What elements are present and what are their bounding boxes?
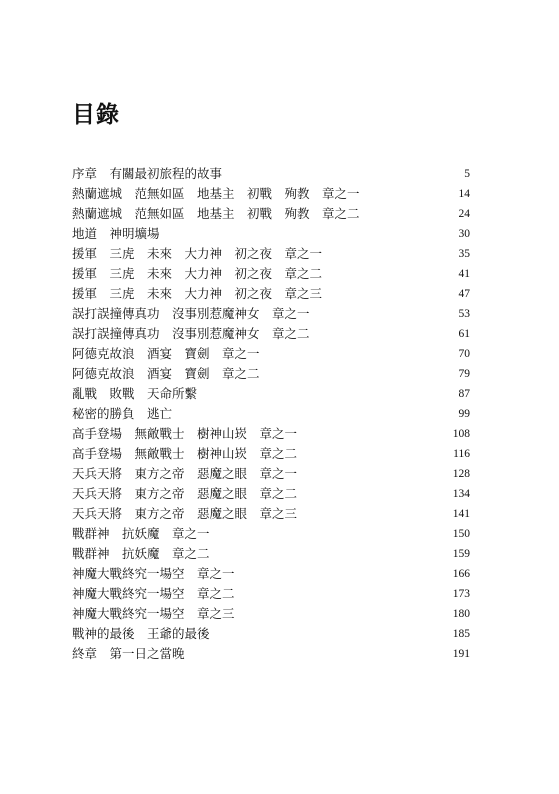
toc-entry-title: 誤打誤撞傳真功 沒事別惹魔神女 章之一 bbox=[72, 306, 310, 321]
toc-entry[interactable] bbox=[72, 384, 470, 404]
toc-entry[interactable] bbox=[72, 304, 470, 324]
toc-entry[interactable] bbox=[72, 604, 470, 624]
toc-entry-page-number: 35 bbox=[458, 248, 470, 260]
toc-entry[interactable] bbox=[72, 244, 470, 264]
toc-entry[interactable] bbox=[72, 564, 470, 584]
toc-entry-title: 終章 第一日之當晚 bbox=[72, 646, 185, 661]
toc-entry-title: 地道 神明壙場 bbox=[72, 226, 160, 241]
toc-entry-title: 高手登場 無敵戰士 樹神山崁 章之二 bbox=[72, 446, 298, 461]
toc-entry-title: 天兵天將 東方之帝 惡魔之眼 章之一 bbox=[72, 466, 298, 481]
toc-entry[interactable] bbox=[72, 544, 470, 564]
toc-entry-page-number: 70 bbox=[458, 348, 470, 360]
toc-entry-page-number: 30 bbox=[458, 228, 470, 240]
toc-entry-page-number: 128 bbox=[452, 468, 470, 480]
toc-entry[interactable] bbox=[72, 644, 470, 664]
toc-entry-title: 戰神的最後 王爺的最後 bbox=[72, 626, 210, 641]
toc-entry-title: 援軍 三虎 未來 大力神 初之夜 章之一 bbox=[72, 246, 323, 261]
toc-entry-title: 熱蘭遮城 范無如區 地基主 初戰 殉教 章之二 bbox=[72, 206, 360, 221]
toc-entry[interactable] bbox=[72, 584, 470, 604]
toc-entry-page-number: 87 bbox=[458, 388, 470, 400]
toc-entry[interactable] bbox=[72, 484, 470, 504]
toc-entry-page-number: 24 bbox=[458, 208, 470, 220]
toc-entry-title: 神魔大戰終究一場空 章之三 bbox=[72, 606, 235, 621]
toc-entry-page-number: 185 bbox=[452, 628, 470, 640]
toc-entry-title: 秘密的勝負 逃亡 bbox=[72, 406, 173, 421]
toc-entry[interactable] bbox=[72, 404, 470, 424]
toc-entry[interactable] bbox=[72, 184, 470, 204]
toc-entry-title: 誤打誤撞傳真功 沒事別惹魔神女 章之二 bbox=[72, 326, 310, 341]
toc-entry-page-number: 53 bbox=[458, 308, 470, 320]
toc-entry[interactable] bbox=[72, 224, 470, 244]
toc-entry-title: 援軍 三虎 未來 大力神 初之夜 章之三 bbox=[72, 286, 323, 301]
toc-entry-title: 阿德克故浪 酒宴 寶劍 章之一 bbox=[72, 346, 260, 361]
toc-entry-title: 戰群神 抗妖魔 章之一 bbox=[72, 526, 210, 541]
toc-entry[interactable] bbox=[72, 204, 470, 224]
toc-entry-page-number: 134 bbox=[452, 488, 470, 500]
toc-entry-title: 天兵天將 東方之帝 惡魔之眼 章之二 bbox=[72, 486, 298, 501]
toc-entry-page-number: 79 bbox=[458, 368, 470, 380]
toc-entry-title: 亂戰 敗戰 天命所繫 bbox=[72, 386, 198, 401]
toc-entry-title: 戰群神 抗妖魔 章之二 bbox=[72, 546, 210, 561]
toc-entry-page-number: 150 bbox=[452, 528, 470, 540]
toc-entry-page-number: 166 bbox=[452, 568, 470, 580]
toc-entry[interactable] bbox=[72, 424, 470, 444]
toc-entry[interactable] bbox=[72, 264, 470, 284]
toc-entry[interactable] bbox=[72, 284, 470, 304]
toc-entry-page-number: 116 bbox=[453, 448, 470, 460]
toc-entry-title: 神魔大戰終究一場空 章之二 bbox=[72, 586, 235, 601]
toc-entry[interactable] bbox=[72, 444, 470, 464]
toc-entry[interactable] bbox=[72, 344, 470, 364]
toc-entry-page-number: 191 bbox=[452, 648, 470, 660]
toc-entry-title: 神魔大戰終究一場空 章之一 bbox=[72, 566, 235, 581]
toc-entry-page-number: 61 bbox=[458, 328, 470, 340]
toc-entry-page-number: 108 bbox=[452, 428, 470, 440]
toc-entry-page-number: 99 bbox=[458, 408, 470, 420]
toc-entry[interactable] bbox=[72, 624, 470, 644]
toc-entry-title: 熱蘭遮城 范無如區 地基主 初戰 殉教 章之一 bbox=[72, 186, 360, 201]
toc-entry-title: 序章 有關最初旅程的故事 bbox=[72, 166, 223, 181]
toc-entry-title: 高手登場 無敵戰士 樹神山崁 章之一 bbox=[72, 426, 298, 441]
toc-entry[interactable] bbox=[72, 464, 470, 484]
toc-entry[interactable] bbox=[72, 164, 470, 184]
toc-entry-title: 援軍 三虎 未來 大力神 初之夜 章之二 bbox=[72, 266, 323, 281]
page-title: 目錄 bbox=[72, 102, 120, 128]
toc-entry-title: 阿德克故浪 酒宴 寶劍 章之二 bbox=[72, 366, 260, 381]
toc-entry-page-number: 180 bbox=[452, 608, 470, 620]
toc-entry-page-number: 14 bbox=[458, 188, 470, 200]
toc-entry-title: 天兵天將 東方之帝 惡魔之眼 章之三 bbox=[72, 506, 298, 521]
table-of-contents bbox=[72, 164, 470, 664]
toc-entry[interactable] bbox=[72, 364, 470, 384]
toc-entry[interactable] bbox=[72, 504, 470, 524]
toc-entry-page-number: 5 bbox=[464, 168, 470, 180]
toc-entry-page-number: 141 bbox=[452, 508, 470, 520]
toc-entry-page-number: 47 bbox=[458, 288, 470, 300]
toc-entry[interactable] bbox=[72, 324, 470, 344]
toc-entry[interactable] bbox=[72, 524, 470, 544]
toc-entry-page-number: 173 bbox=[452, 588, 470, 600]
toc-entry-page-number: 159 bbox=[452, 548, 470, 560]
toc-entry-page-number: 41 bbox=[458, 268, 470, 280]
